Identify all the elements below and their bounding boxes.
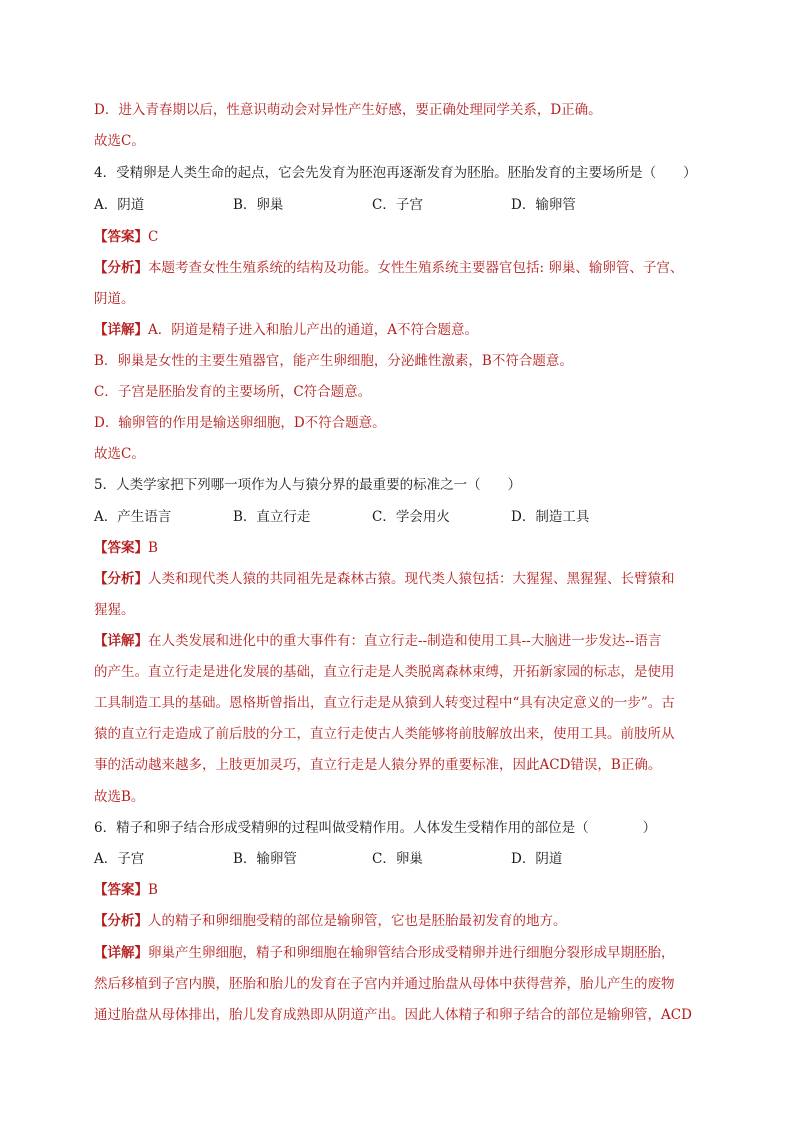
q6-analysis-text-1: 人的精子和卵细胞受精的部位是输卵管，它也是胚胎最初发育的地方。 bbox=[148, 913, 567, 929]
q6-answer bbox=[94, 880, 702, 900]
q4-option-c: C．子宫 bbox=[372, 197, 423, 213]
q5-choose: 故选B。 bbox=[94, 789, 145, 805]
q5-analysis-text-1: 人类和现代类人猿的共同祖先是森林古猿。现代类人猿包括：大猩猩、黑猩猩、长臂猿和 bbox=[148, 571, 675, 587]
q5-stem: 5．人类学家把下列哪一项作为人与猿分界的最重要的标准之一（ ） bbox=[94, 477, 522, 493]
q5-analysis-tag: 【分析】 bbox=[94, 571, 148, 587]
q6-detail-line-1 bbox=[94, 943, 702, 963]
q4-answer-value: C bbox=[148, 229, 159, 245]
q4-detail-a-text: A．阴道是精子进入和胎儿产出的通道，A不符合题意。 bbox=[148, 322, 478, 338]
q5-option-d: D．制造工具 bbox=[511, 509, 590, 525]
q5-options bbox=[94, 507, 702, 527]
q4-option-d: D．输卵管 bbox=[511, 197, 576, 213]
q4-options bbox=[94, 195, 702, 215]
q4-option-b: B．卵巢 bbox=[233, 197, 284, 213]
q4-detail-a bbox=[94, 320, 702, 340]
q5-analysis-line-2: 猩猩。 bbox=[94, 602, 135, 618]
prev-detail-d: D．进入青春期以后，性意识萌动会对异性产生好感，要正确处理同学关系，D正确。 bbox=[94, 102, 602, 118]
q4-option-a: A．阴道 bbox=[94, 197, 145, 213]
q4-analysis-text-1: 本题考查女性生殖系统的结构及功能。女性生殖系统主要器官包括: 卵巢、输卵管、子宫、 bbox=[148, 260, 684, 276]
q6-detail-line-2: 然后移植到子宫内膜，胚胎和胎儿的发育在子宫内并通过胎盘从母体中获得营养，胎儿产生的废物 bbox=[94, 976, 675, 992]
q6-detail-text-1: 卵巢产生卵细胞，精子和卵细胞在输卵管结合形成受精卵并进行细胞分裂形成早期胚胎， bbox=[148, 945, 675, 961]
q6-detail-tag: 【详解】 bbox=[94, 945, 148, 961]
q5-detail-line-2: 的产生。直立行走是进化发展的基础，直立行走是人类脱离森林束缚，开拓新家园的标志，是使用 bbox=[94, 664, 675, 680]
q6-analysis-line-1 bbox=[94, 911, 702, 931]
q5-option-a: A．产生语言 bbox=[94, 509, 172, 525]
q6-option-b: B．输卵管 bbox=[233, 851, 297, 867]
q6-stem: 6．精子和卵子结合形成受精卵的过程叫做受精作用。人体发生受精作用的部位是（ ） bbox=[94, 820, 657, 836]
q4-choose: 故选C。 bbox=[94, 446, 145, 462]
q5-detail-line-4: 猿的直立行走造成了前后肢的分工，直立行走使古人类能够将前肢解放出来，使用工具。前肢所从 bbox=[94, 726, 675, 742]
q4-answer-tag: 【答案】 bbox=[94, 229, 148, 245]
q6-option-a: A．子宫 bbox=[94, 851, 145, 867]
q5-detail-text-1: 在人类发展和进化中的重大事件有：直立行走--制造和使用工具--大脑进一步发达--语言 bbox=[148, 633, 662, 649]
q5-answer bbox=[94, 538, 702, 558]
prev-choose: 故选C。 bbox=[94, 133, 145, 149]
q4-detail-tag: 【详解】 bbox=[94, 322, 148, 338]
q5-detail-quote: “具有决定意义的一步”。古 bbox=[512, 695, 675, 711]
q6-option-c: C．卵巢 bbox=[372, 851, 423, 867]
q5-detail-line-1 bbox=[94, 631, 702, 651]
q5-answer-value: B bbox=[148, 540, 158, 556]
q6-analysis-tag: 【分析】 bbox=[94, 913, 148, 929]
q5-option-b: B．直立行走 bbox=[233, 509, 311, 525]
q5-detail-line-5: 事的活动越来越多，上肢更加灵巧，直立行走是人猿分界的重要标准，因此ACD错误，B正确。 bbox=[94, 757, 662, 773]
q4-analysis-tag: 【分析】 bbox=[94, 260, 148, 276]
q4-analysis-line-1 bbox=[94, 258, 702, 278]
q4-analysis-line-2: 阴道。 bbox=[94, 291, 135, 307]
q5-analysis-line-1 bbox=[94, 569, 702, 589]
q5-detail-line-3 bbox=[94, 693, 702, 713]
q5-detail-text-3a: 工具制造工具的基础。恩格斯曾指出，直立行走是从猿到人转变过程中 bbox=[94, 695, 513, 711]
q5-detail-tag: 【详解】 bbox=[94, 633, 148, 649]
q6-options bbox=[94, 849, 702, 869]
q4-detail-b: B．卵巢是女性的主要生殖器官，能产生卵细胞，分泌雌性激素，B不符合题意。 bbox=[94, 353, 573, 369]
q6-answer-value: B bbox=[148, 882, 158, 898]
q6-detail-line-3: 通过胎盘从母体排出，胎儿发育成熟即从阴道产出。因此人体精子和卵子结合的部位是输卵管，ACD bbox=[94, 1007, 692, 1023]
q4-detail-d: D．输卵管的作用是输送卵细胞，D不符合题意。 bbox=[94, 415, 386, 431]
q4-answer bbox=[94, 227, 702, 247]
q5-option-c: C．学会用火 bbox=[372, 509, 450, 525]
q4-detail-c: C．子宫是胚胎发育的主要场所，C符合题意。 bbox=[94, 384, 372, 400]
q4-stem: 4．受精卵是人类生命的起点，它会先发育为胚泡再逐渐发育为胚胎。胚胎发育的主要场所是（ ） bbox=[94, 165, 697, 181]
q6-answer-tag: 【答案】 bbox=[94, 882, 148, 898]
q5-answer-tag: 【答案】 bbox=[94, 540, 148, 556]
q6-option-d: D．阴道 bbox=[511, 851, 563, 867]
